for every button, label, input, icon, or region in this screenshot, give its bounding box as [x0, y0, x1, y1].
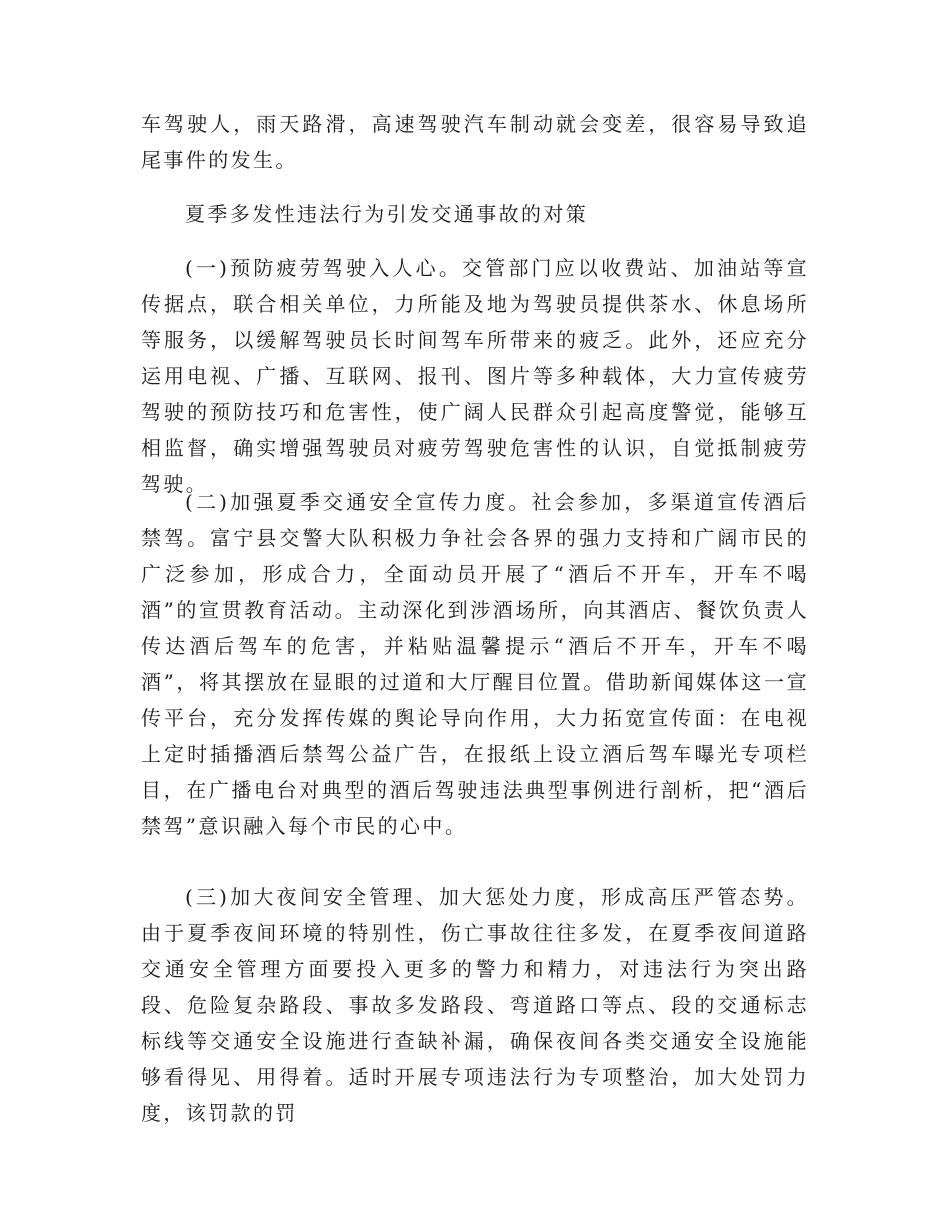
paragraph-2-publicity: (二)加强夏季交通安全宣传力度。社会参加，多渠道宣传酒后禁驾。富宁县交警大队积极力争社会各界的强力支持和广阔市民的广泛参加，形成合力，全面动员开展了“酒后不开车，开车不喝酒”的宣贯教育活动。主动深化到涉酒场所，向其酒店、餐饮负责人传达酒后驾车的危害，并粘贴温馨提示“酒后不开车，开车不喝酒”，将其摆放在显眼的过道和大厅醒目位置。借助新闻媒体这一宣传平台，充分发挥传媒的舆论导向作用，大力拓宽宣传面：在电视上定时插播酒后禁驾公益广告，在报纸上设立酒后驾车曝光专项栏目，在广播电台对典型的酒后驾驶违法典型事例进行剖析，把“酒后禁驾”意识融入每个市民的心中。 [141, 490, 809, 838]
paragraph-1-fatigue-driving: (一)预防疲劳驾驶入人心。交管部门应以收费站、加油站等宣传据点，联合相关单位，力所能及地为驾驶员提供茶水、休息场所等服务，以缓解驾驶员长时间驾车所带来的疲乏。此外，还应充分运用电视、广播、互联网、报刊、图片等多种载体，大力宣传疲劳驾驶的预防技巧和危害性，使广阔人民群众引起高度警觉，能够互相监督，确实增强驾驶员对疲劳驾驶危害性的认识，自觉抵制疲劳驾驶。 [141, 256, 809, 496]
paragraph-continuation: 车驾驶人，雨天路滑，高速驾驶汽车制动就会变差，很容易导致追尾事件的发生。 [141, 112, 809, 172]
paragraph-3-night-management: (三)加大夜间安全管理、加大惩处力度，形成高压严管态势。由于夏季夜间环境的特别性，伤亡事故往往多发，在夏季夜间道路交通安全管理方面要投入更多的警力和精力，对违法行为突出路段、危险复杂路段、事故多发路段、弯道路口等点、段的交通标志标线等交通安全设施进行查缺补漏，确保夜间各类交通安全设施能够看得见、用得着。适时开展专项违法行为专项整治，加大处罚力度，该罚款的罚 [141, 885, 809, 1125]
section-heading: 夏季多发性违法行为引发交通事故的对策 [185, 202, 589, 226]
